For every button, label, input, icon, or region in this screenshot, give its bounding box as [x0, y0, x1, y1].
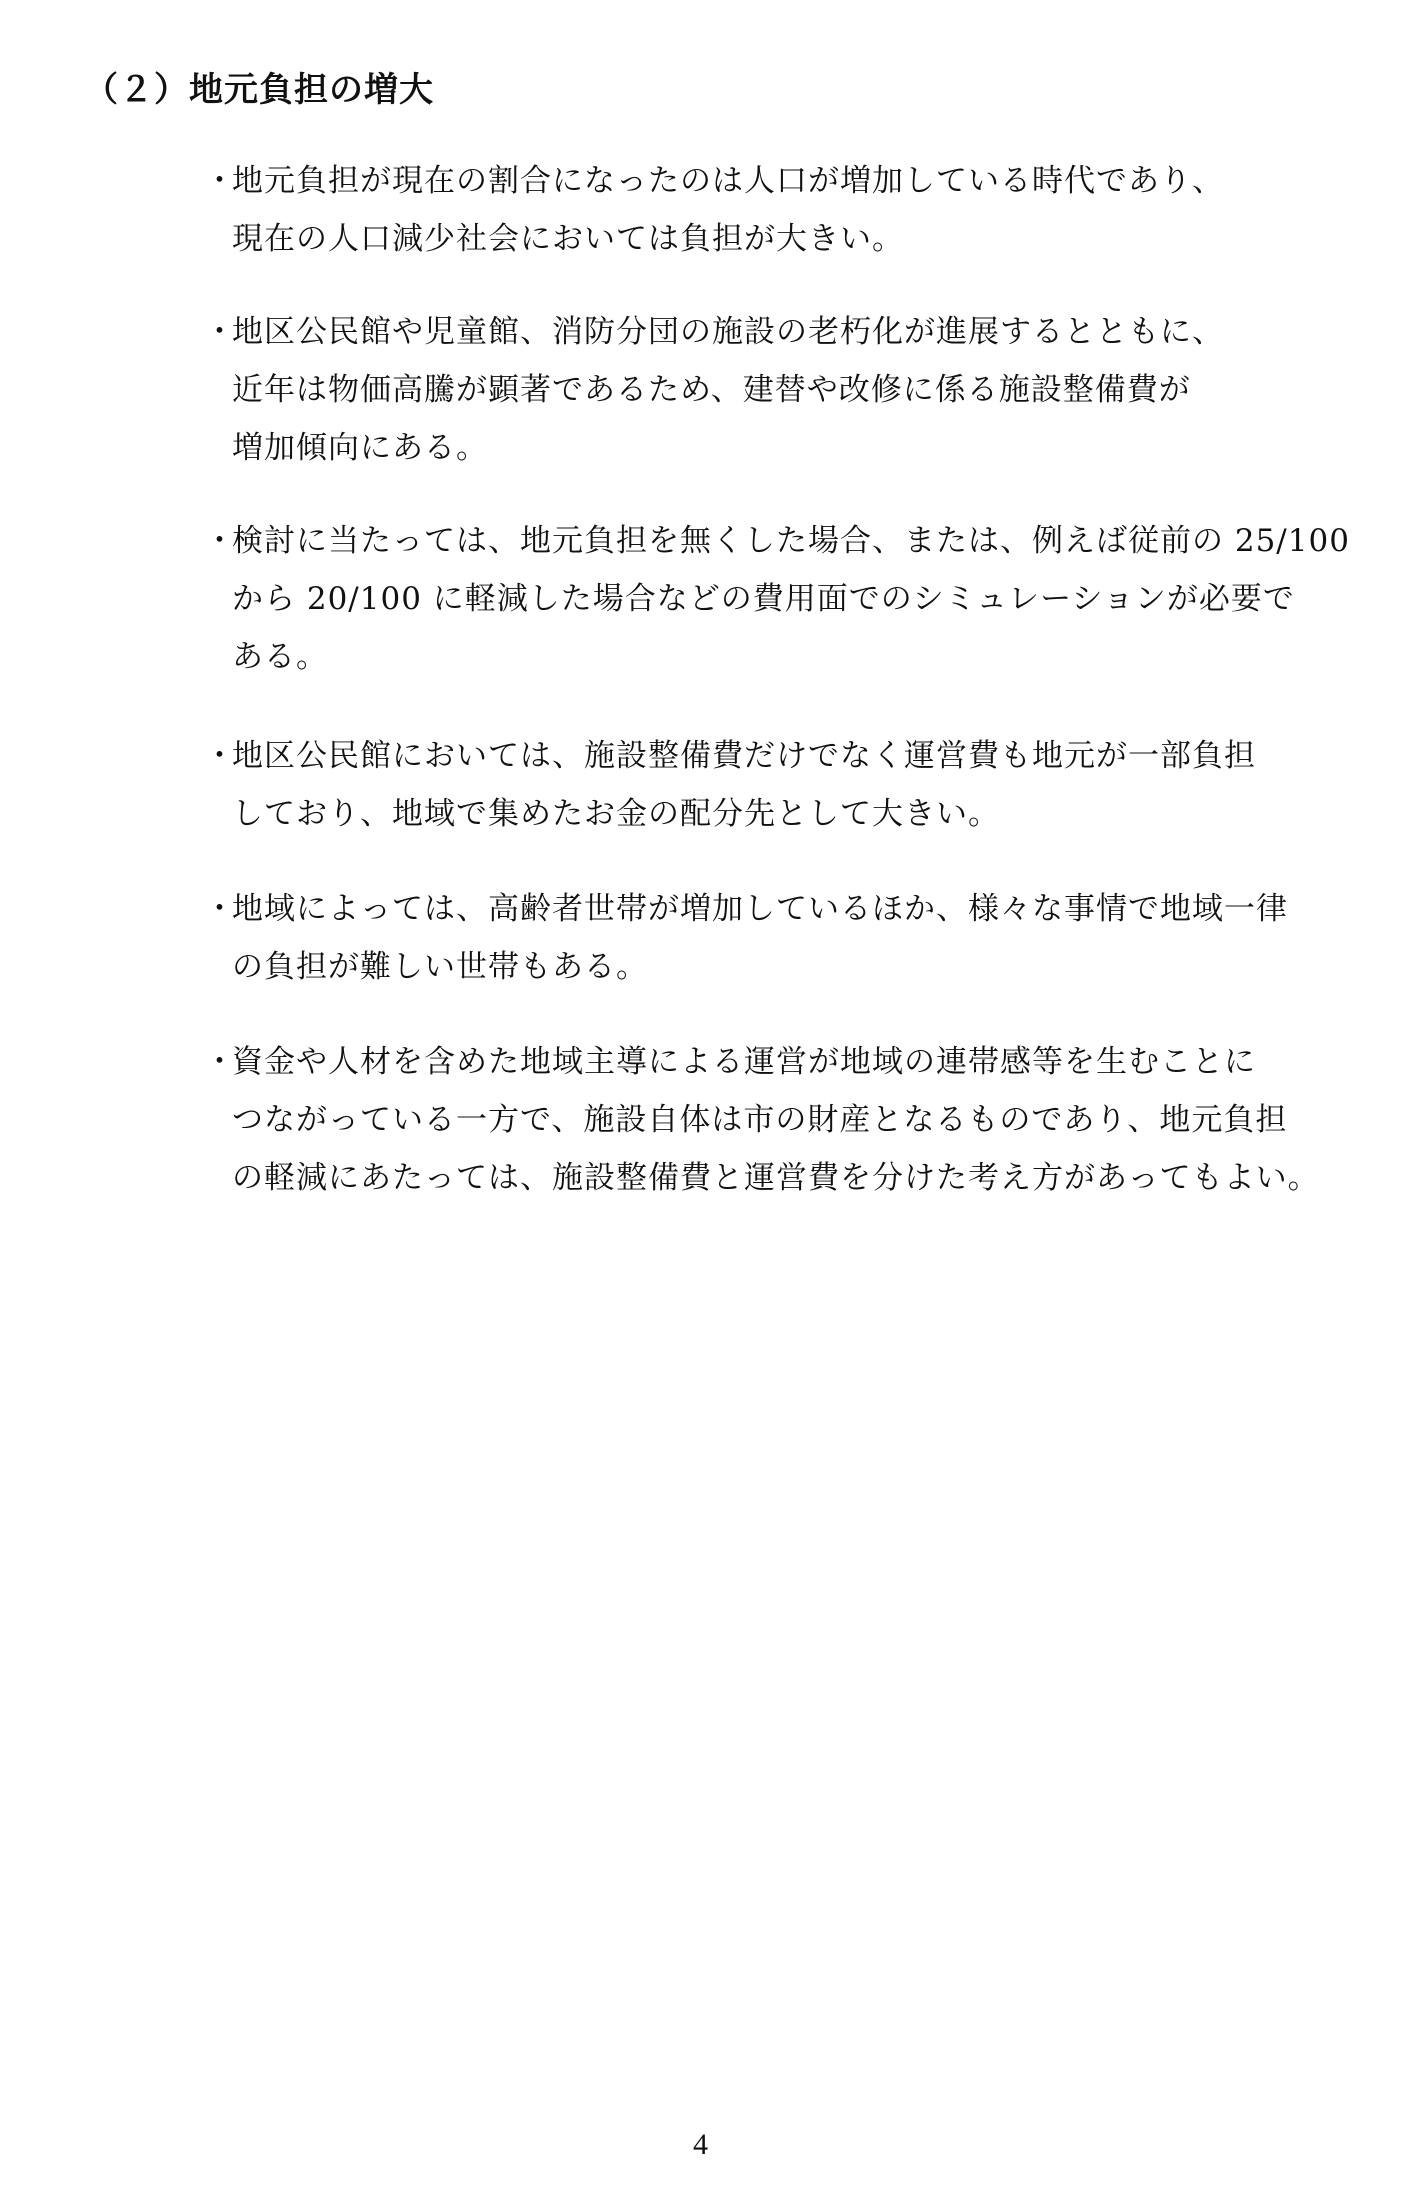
bullet-marker: ・	[204, 163, 236, 199]
list-item-line: 地区公民館においては、施設整備費だけでなく運営費も地元が一部負担	[232, 738, 1256, 774]
list-item	[204, 1033, 1354, 1207]
list-item-line: つながっている一方で、施設自体は市の財産となるものであり、地元負担	[232, 1102, 1288, 1138]
list-item	[204, 880, 1354, 996]
list-item-line: 現在の人口減少社会においては負担が大きい。	[232, 221, 904, 257]
bullet-marker: ・	[204, 523, 236, 559]
list-item-line: 増加傾向にある。	[232, 430, 488, 466]
list-item-line: の軽減にあたっては、施設整備費と運営費を分けた考え方があってもよい。	[232, 1160, 1320, 1196]
bullet-marker: ・	[204, 738, 236, 774]
bullet-marker: ・	[204, 1044, 236, 1080]
list-item-line: の負担が難しい世帯もある。	[232, 949, 648, 985]
list-item	[204, 727, 1354, 843]
page-number: 4	[693, 2128, 708, 2161]
list-item	[204, 512, 1354, 686]
list-item-line: 検討に当たっては、地元負担を無くした場合、または、例えば従前の 25/100	[232, 523, 1350, 559]
bullet-marker: ・	[204, 891, 236, 927]
list-item-line: ある。	[232, 639, 328, 675]
list-item-line: しており、地域で集めたお金の配分先として大きい。	[232, 796, 1000, 832]
bullet-marker: ・	[204, 314, 236, 350]
list-item	[204, 152, 1354, 268]
list-item-line: 資金や人材を含めた地域主導による運営が地域の連帯感等を生むことに	[232, 1044, 1256, 1080]
list-item-line: 地区公民館や児童館、消防分団の施設の老朽化が進展するとともに、	[232, 314, 1224, 350]
section-heading: （２）地元負担の増大	[84, 70, 434, 110]
list-item-line: から 20/100 に軽減した場合などの費用面でのシミュレーションが必要で	[232, 581, 1295, 617]
list-item-line: 近年は物価高騰が顕著であるため、建替や改修に係る施設整備費が	[232, 372, 1191, 408]
list-item	[204, 303, 1354, 477]
list-item-line: 地域によっては、高齢者世帯が増加しているほか、様々な事情で地域一律	[232, 891, 1288, 927]
list-item-line: 地元負担が現在の割合になったのは人口が増加している時代であり、	[232, 163, 1224, 199]
